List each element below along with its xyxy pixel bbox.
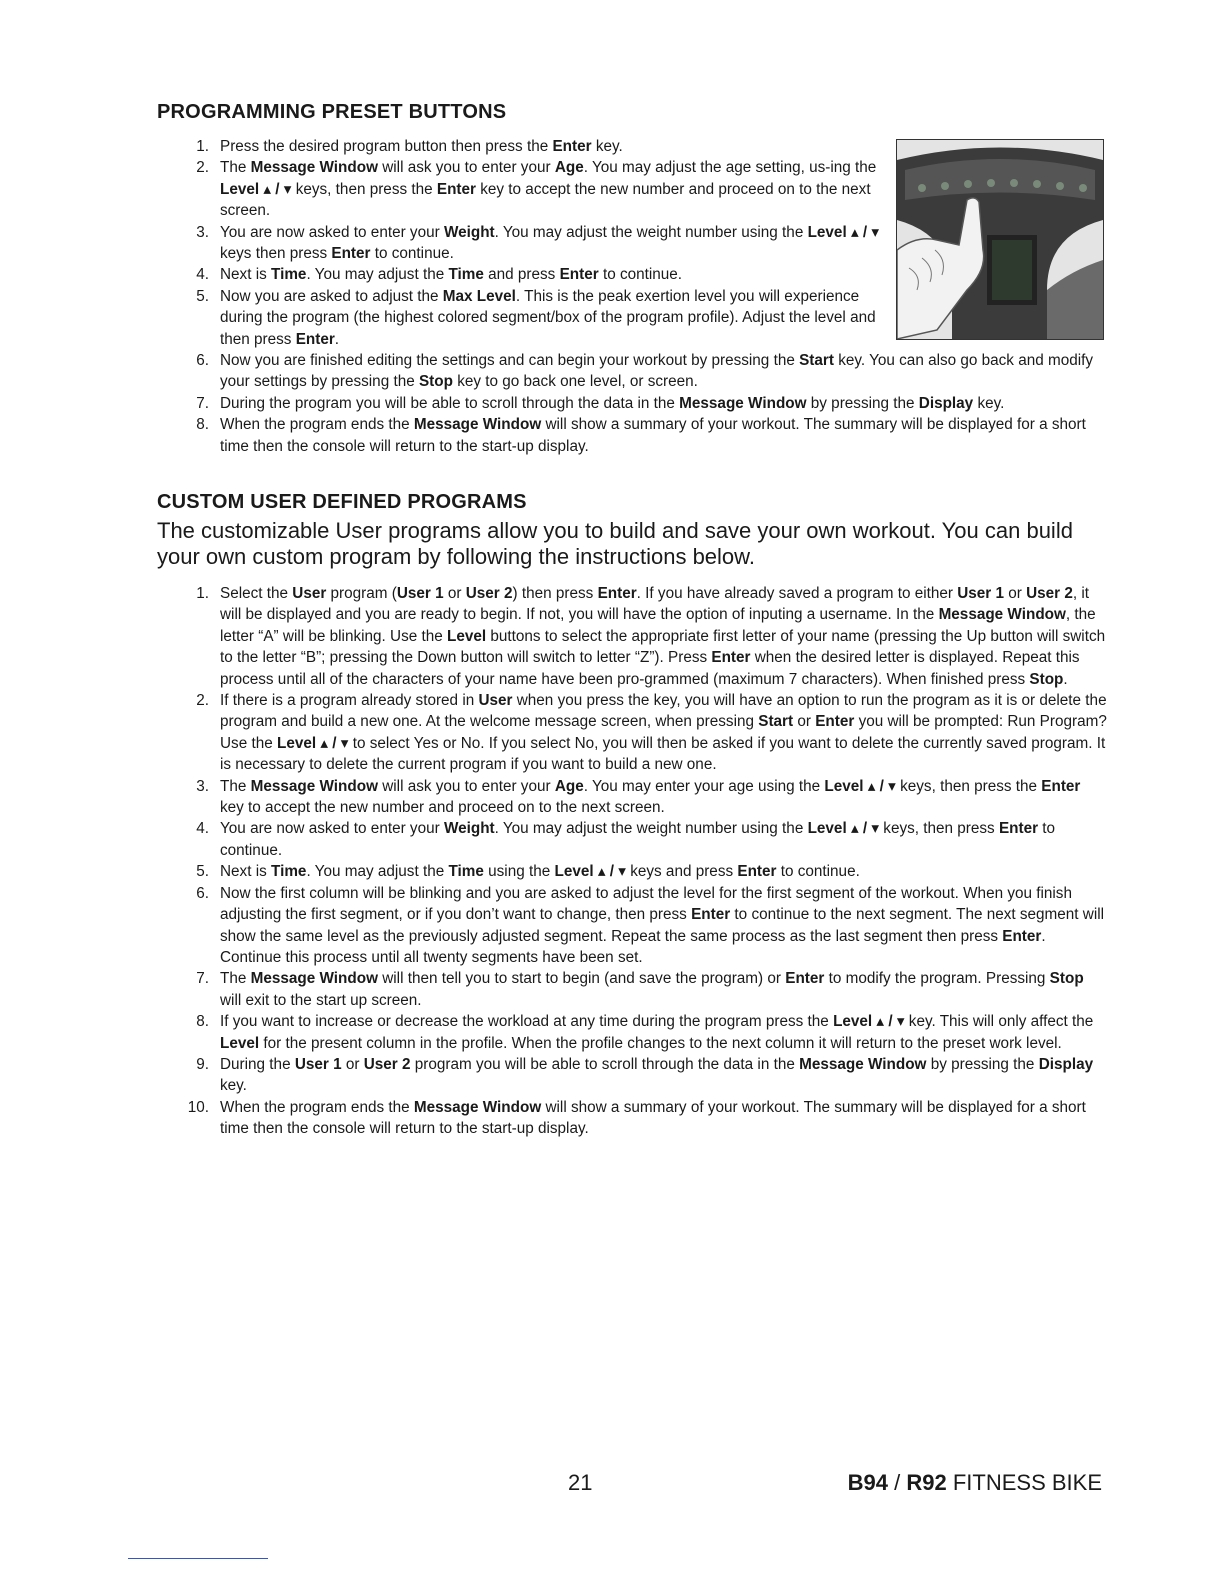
preset-step-4 [183, 264, 1103, 285]
step-text: Now you are finished editing the settings and can begin your workout by pressing the Start key. You can also go back and modify your settings by pressing the Stop key to go back one level, or screen. [220, 352, 1094, 391]
step-text: When the program ends the Message Window will show a summary of your workout. The summary will be displayed for a short time then the console will return to the start-up display. [220, 1098, 1086, 1138]
step-text: Next is Time. You may adjust the Time using the Level ▴ / ▾ keys and press Enter to continue. [220, 863, 860, 881]
step-text: When the program ends the Message Window will show a summary of your workout. The summary will be displayed for a short time then the console will return to the start-up display. [220, 416, 1086, 455]
step-number: 1. [196, 138, 209, 155]
step-number: 7. [196, 394, 209, 412]
step-number: 5. [196, 863, 209, 881]
step-number: 8. [196, 1013, 209, 1031]
section-heading-preset: PROGRAMMING PRESET BUTTONS [157, 101, 507, 123]
step-number: 8. [196, 416, 209, 434]
step-number: 10. [187, 1098, 209, 1116]
step-text: Select the User program (User 1 or User 2) then press Enter. If you have already saved a program to either User 1 or User 2, it will be displayed and you are ready to begin. If not, you will have the option of inputing a username. In the Message Window, the letter “A” will be blinking. Use the Level buttons to select the appropriate first letter of your name (pressing the Up button will switch to the letter “B”; pressing the Down button will switch to letter “Z”). Press Enter when the desired letter is displayed. Repeat this process until all of the characters of your name have been pro-grammed (maximum 7 characters). When finished press Stop. [220, 585, 1106, 688]
step-text: If there is a program already stored in User when you press the key, you will have an option to run the program as it is or delete the program and build a new one. At the welcome message screen, when pressing Start or Enter you will be prompted: Run Program? Use the Level ▴ / ▾ to select Yes or No. If you select No, you will then be asked if you want to delete the currently saved program. It is necessary to delete the current program if you want to build a new one. [220, 692, 1107, 774]
custom-step-4 [183, 818, 1108, 861]
step-text: Next is Time. You may adjust the Time and press Enter to continue. [220, 266, 683, 284]
page-number: 21 [568, 1470, 593, 1495]
step-number: 5. [196, 287, 209, 305]
step-number: 6. [196, 352, 209, 370]
model-separator: / [888, 1470, 907, 1495]
step-number: 1. [196, 585, 209, 602]
preset-step-7 [183, 393, 1103, 414]
step-text: Now you are asked to adjust the Max Level. This is the peak exertion level you will experience during the program (the highest colored segment/box of the program profile). Adjust the level and then press Enter. [220, 287, 876, 348]
footer-model-name [848, 1470, 1102, 1496]
custom-step-9 [183, 1054, 1108, 1097]
custom-step-3 [183, 776, 1108, 819]
step-text: During the program you will be able to scroll through the data in the Message Window by pressing the Display key. [220, 394, 1005, 412]
step-number: 3. [196, 223, 209, 241]
step-number: 7. [196, 970, 209, 988]
step-text: The Message Window will ask you to enter your Age. You may adjust the age setting, us-ing the Level ▴ / ▾ keys, then press the Enter key to accept the new number and proceed on to the next screen. [220, 159, 877, 220]
custom-step-2 [183, 690, 1108, 776]
step-text: During the User 1 or User 2 program you will be able to scroll through the data in the Message Window by pressing the Display key. [220, 1055, 1094, 1095]
step-number: 4. [196, 266, 209, 284]
step-text: Now the first column will be blinking and you are asked to adjust the level for the first segment of the workout. When you finish adjusting the first segment, or if you don’t want to change, then press Enter to continue to the next segment. The next segment will show the same level as the previously adjusted segment. Repeat the same process as the last segment then press Enter. Continue this process until all twenty segments have been set. [220, 884, 1105, 966]
footer-divider-line [128, 1558, 268, 1559]
preset-step-5 [183, 286, 1103, 350]
step-number: 3. [196, 777, 209, 795]
custom-step-8 [183, 1011, 1108, 1054]
step-text: You are now asked to enter your Weight. You may adjust the weight number using the Level ▴ / ▾ keys, then press Enter to continue. [220, 820, 1056, 859]
step-number: 4. [196, 820, 209, 838]
preset-step-3 [183, 222, 1103, 265]
model-b94: B94 [847, 1470, 889, 1495]
preset-step-1 [183, 136, 1103, 157]
preset-steps-list [183, 136, 1103, 457]
preset-step-6 [183, 350, 1103, 393]
custom-step-7 [183, 968, 1108, 1011]
step-text: The Message Window will then tell you to start to begin (and save the program) or Enter to modify the program. Pressing Stop will exit to the start up screen. [220, 970, 1084, 1009]
custom-intro-paragraph: The customizable User programs allow you to build and save your own workout. You can build your own custom program by following the instructions below. [157, 518, 1073, 569]
custom-step-1 [183, 583, 1108, 690]
step-text: You are now asked to enter your Weight. You may adjust the weight number using the Level ▴ / ▾ keys then press Enter to continue. [220, 223, 880, 263]
step-number: 2. [196, 159, 209, 177]
step-text: Press the desired program button then press the Enter key. [220, 138, 623, 155]
step-text: The Message Window will ask you to enter your Age. You may enter your age using the Level ▴ / ▾ keys, then press the Enter key to accept the new number and proceed on to the next screen. [220, 777, 1081, 817]
model-r92: R92 [906, 1470, 947, 1495]
section-heading-custom: CUSTOM USER DEFINED PROGRAMS [157, 491, 527, 513]
model-suffix: FITNESS BIKE [946, 1470, 1102, 1495]
preset-step-8 [183, 414, 1103, 457]
custom-step-5 [183, 861, 1108, 882]
custom-step-10 [183, 1097, 1108, 1140]
custom-step-6 [183, 883, 1108, 969]
step-text: If you want to increase or decrease the workload at any time during the program press the Level ▴ / ▾ key. This will only affect the Level for the present column in the profile. When the profile changes to the next column it will return to the preset work level. [220, 1013, 1094, 1052]
step-number: 9. [196, 1055, 209, 1073]
step-number: 6. [196, 884, 209, 902]
custom-steps-list [183, 583, 1108, 1140]
preset-step-2 [183, 157, 1103, 221]
step-number: 2. [196, 692, 209, 710]
